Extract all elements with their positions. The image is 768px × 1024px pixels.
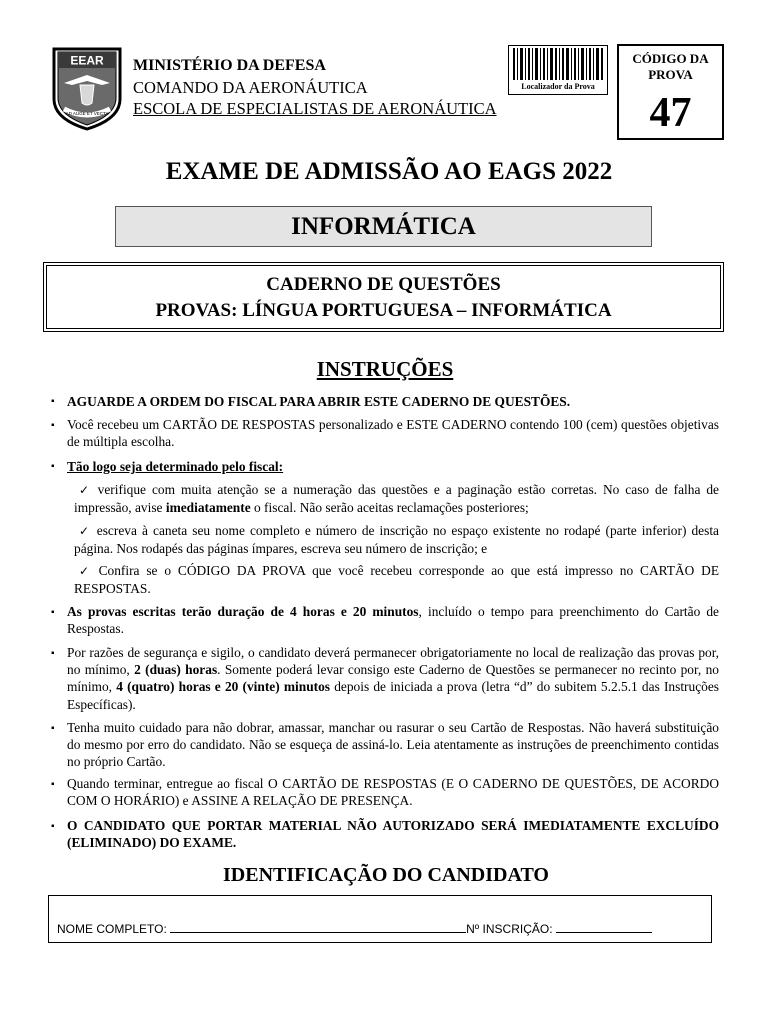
barcode-icon xyxy=(512,48,604,80)
instructions-title: INSTRUÇÕES xyxy=(316,357,454,381)
org-school: ESCOLA DE ESPECIALISTAS DE AERONÁUTICA xyxy=(133,99,497,118)
exam-code-box xyxy=(617,44,724,140)
item-5-text-c: . Somente poderá levar consigo este Caderno de Questões se permanecer no recinto por, no mínimo, xyxy=(67,662,719,695)
identification-title: IDENTIFICAÇÃO DO CANDIDATO xyxy=(223,864,549,886)
instruction-item-1: AGUARDE A ORDEM DO FISCAL PARA ABRIR ESTE CADERNO DE QUESTÕES. xyxy=(67,394,571,409)
instruction-item-2: Você recebeu um CARTÃO DE RESPOSTAS personalizado e ESTE CADERNO contendo 100 (cem) questões objetivas de múltipla escolha. xyxy=(67,417,719,450)
logo-motto: AD AUGE ET VECTA xyxy=(65,111,109,116)
barcode-label: Localizador da Prova xyxy=(521,82,595,91)
identification-box xyxy=(48,895,712,943)
check-icon: ✓ xyxy=(79,524,91,538)
instruction-item-7: Quando terminar, entregue ao fiscal O CARTÃO DE RESPOSTAS (E O CADERNO DE QUESTÕES, DE ACORDO COM O HORÁRIO) e ASSINE A RELAÇÃO DE PRESENÇA. xyxy=(67,776,719,809)
barcode-box xyxy=(508,45,608,95)
item-5-text-b: 2 (duas) horas xyxy=(134,662,218,678)
instruction-subitem-2 xyxy=(74,522,719,557)
org-command: COMANDO DA AERONÁUTICA xyxy=(133,78,368,97)
subitem-2-text: escreva à caneta seu nome completo e número de inscrição no espaço existente no rodapé (parte inferior) desta página. Nos rodapés das páginas ímpares, escreva seu número de inscrição; e xyxy=(74,523,719,557)
check-icon: ✓ xyxy=(79,564,93,578)
exam-title: EXAME DE ADMISSÃO AO EAGS 2022 xyxy=(165,158,613,185)
caderno-subtitle: PROVAS: LÍNGUA PORTUGUESA – INFORMÁTICA xyxy=(155,300,612,321)
item-5-text-e: depois de iniciada a prova (letra “d” do subitem 5.2.5.1 das Instruções Específicas). xyxy=(67,679,720,712)
subitem-1-text-b: imediatamente xyxy=(165,500,251,516)
subitem-1-text-c: o fiscal. Não serão aceitas reclamações posteriores; xyxy=(250,500,529,516)
bullet-icon: ▪ xyxy=(51,461,55,472)
bullet-icon: ▪ xyxy=(51,420,55,431)
exam-code-value: 47 xyxy=(649,90,692,136)
caderno-title: CADERNO DE QUESTÕES xyxy=(266,274,501,295)
caderno-box xyxy=(43,262,724,332)
bullet-icon: ▪ xyxy=(51,648,55,659)
inscription-label: Nº INSCRIÇÃO: xyxy=(466,922,553,936)
item-5-text-d: 4 (quatro) horas e 20 (vinte) minutos xyxy=(116,679,331,695)
instruction-item-3: Tão logo seja determinado pelo fiscal: xyxy=(67,459,284,474)
subject-title: INFORMÁTICA xyxy=(291,213,476,240)
item-5-text-a: Por razões de segurança e sigilo, o candidato deverá permanecer obrigatoriamente no local de realização das provas por, no mínimo, xyxy=(67,645,719,678)
exam-code-label-line1: CÓDIGO DA xyxy=(632,51,709,66)
bullet-icon: ▪ xyxy=(51,396,55,407)
instruction-item-6: Tenha muito cuidado para não dobrar, amassar, manchar ou rasurar o seu Cartão de Respostas. Não haverá substituição do mesmo por erro do candidato. Não se esqueça de assiná-lo. Leia atentamente as instruções de preenchimento contidas no próprio Cartão. xyxy=(67,720,719,770)
bullet-icon: ▪ xyxy=(51,723,55,734)
bullet-icon: ▪ xyxy=(51,779,55,790)
check-icon: ✓ xyxy=(79,483,92,497)
item-4-text-b: , incluído o tempo para preenchimento do Cartão de Respostas. xyxy=(67,604,719,637)
exam-code-label-line2: PROVA xyxy=(648,67,693,82)
inscription-field[interactable] xyxy=(556,921,652,933)
subitem-1-text-a: verifique com muita atenção se a numeração das questões e a paginação estão corretas. No caso de falha de impressão, avise xyxy=(74,482,719,516)
instruction-subitem-1 xyxy=(74,481,719,516)
logo-text: EEAR xyxy=(70,53,104,68)
instruction-item-4 xyxy=(67,603,719,637)
instruction-subitem-3 xyxy=(74,562,719,597)
instruction-item-8: O CANDIDATO QUE PORTAR MATERIAL NÃO AUTORIZADO SERÁ IMEDIATAMENTE EXCLUÍDO (ELIMINADO) DO EXAME. xyxy=(67,818,719,851)
exam-code-label xyxy=(619,51,722,83)
subitem-3-text: Confira se o CÓDIGO DA PROVA que você recebeu corresponde ao que está impresso no CARTÃO DE RESPOSTAS. xyxy=(74,563,719,597)
eear-logo xyxy=(50,47,124,131)
name-label: NOME COMPLETO: xyxy=(57,922,167,936)
instruction-item-5 xyxy=(67,644,719,713)
subject-box xyxy=(115,206,652,247)
org-ministry: MINISTÉRIO DA DEFESA xyxy=(133,57,326,74)
item-4-text-a: As provas escritas terão duração de 4 horas e 20 minutos xyxy=(67,604,419,619)
identification-fields xyxy=(57,921,652,936)
bullet-icon: ▪ xyxy=(51,821,55,832)
bullet-icon: ▪ xyxy=(51,607,55,618)
name-field[interactable] xyxy=(170,921,466,933)
